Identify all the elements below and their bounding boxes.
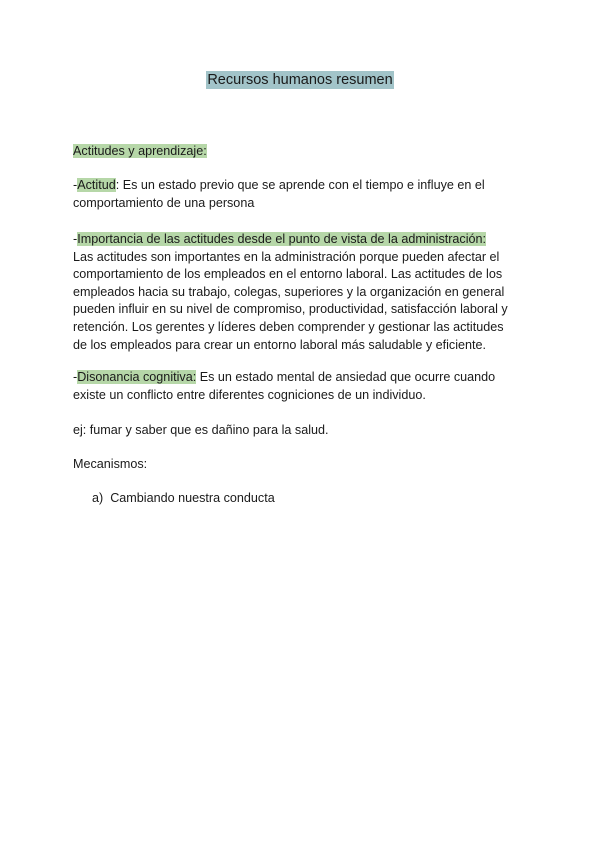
- document-title: Recursos humanos resumen: [207, 72, 393, 88]
- example-paragraph: ej: fumar y saber que es dañino para la salud.: [73, 423, 329, 437]
- actitud-paragraph: -Actitud: Es un estado previo que se aprende con el tiempo e influye en el comportamiento de una persona: [73, 178, 485, 210]
- term-highlight: Importancia de las actitudes desde el punto de vista de la administración:: [77, 232, 487, 246]
- mecanismos-label: Mecanismos:: [73, 457, 148, 471]
- disonancia-paragraph: -Disonancia cognitiva: Es un estado mental de ansiedad que ocurre cuando existe un conflicto entre diferentes cogniciones de un individuo.: [73, 370, 496, 402]
- importancia-paragraph: -Importancia de las actitudes desde el punto de vista de la administración: Las actitudes son importantes en la administración porque pueden afectar el comportamiento de los empleados en el entorno laboral. Las actitudes de los empleados hacia su trabajo, colegas, superiores y la organización en general pueden influir en su nivel de compromiso, productividad, satisfacción laboral y retención. Los gerentes y líderes deben comprender y gestionar las actitudes de los empleados para crear un entorno laboral más saludable y eficiente.: [73, 232, 508, 352]
- term-highlight: Actitud: [77, 178, 116, 192]
- term-highlight: Disonancia cognitiva:: [77, 370, 197, 384]
- list-item: a) Cambiando nuestra conducta: [92, 491, 275, 505]
- section-heading: Actitudes y aprendizaje:: [73, 144, 207, 158]
